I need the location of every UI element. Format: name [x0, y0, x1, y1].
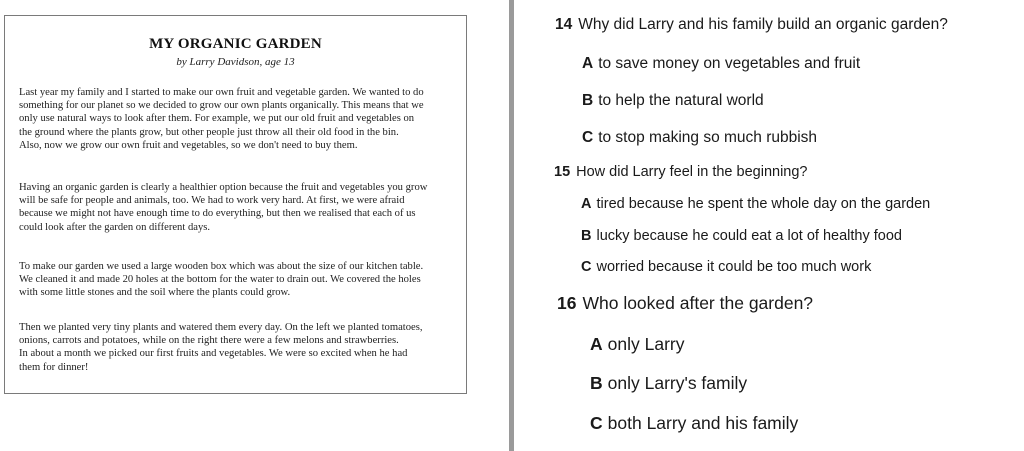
option-letter: C — [590, 413, 603, 433]
option-letter: A — [581, 196, 592, 212]
paragraph-line: because we might not have enough time to do everything, but then we realised that each of us — [19, 208, 416, 220]
question-text: Why did Larry and his family build an organic garden? — [578, 16, 948, 33]
question-15-option-a[interactable] — [581, 196, 930, 212]
paragraph-line: Also, now we grow our own fruit and vegetables, so we don't need to buy them. — [19, 139, 358, 151]
option-letter: A — [590, 334, 603, 354]
option-letter: B — [581, 228, 592, 244]
paragraph-line: them for dinner! — [19, 361, 89, 373]
option-letter: A — [582, 55, 594, 72]
paragraph-line: Then we planted very tiny plants and watered them every day. On the left we planted tomatoes, — [19, 322, 423, 333]
option-text: lucky because he could eat a lot of healthy food — [596, 228, 902, 244]
paragraph-line: will be safe for people and animals, too. We had to work very hard. At first, we were afraid — [19, 195, 405, 207]
paragraph-line: with some little stones and the soil where the plants could grow. — [19, 287, 291, 299]
option-text: worried because it could be too much work — [596, 259, 872, 275]
question-14 — [555, 16, 948, 34]
article-byline: by Larry Davidson, age 13 — [176, 56, 295, 68]
article-paragraph-1 — [19, 86, 459, 152]
option-text: to stop making so much rubbish — [598, 129, 818, 146]
option-text: both Larry and his family — [607, 413, 799, 433]
question-15-option-c[interactable] — [581, 259, 871, 275]
article-box — [4, 15, 467, 394]
paragraph-line: something for our planet so we decided to grow our own plants organically. This means that we — [19, 100, 424, 112]
article-paragraph-4 — [19, 321, 459, 374]
option-text: tired because he spent the whole day on the garden — [596, 196, 931, 212]
questions-page — [514, 0, 1024, 451]
paragraph-line: To make our garden we used a large wooden box which was about the size of our kitchen table. — [19, 261, 424, 272]
question-15 — [554, 164, 807, 180]
question-16-option-c[interactable] — [590, 413, 798, 434]
paragraph-line: could look after the garden on different days. — [19, 221, 211, 233]
question-15-option-b[interactable] — [581, 228, 902, 244]
question-16-option-a[interactable] — [590, 334, 684, 355]
paragraph-line: Having an organic garden is clearly a healthier option because the fruit and vegetables you grow — [19, 182, 428, 193]
question-14-option-a[interactable] — [582, 55, 860, 73]
question-16-option-b[interactable] — [590, 373, 747, 394]
option-letter: C — [582, 129, 594, 146]
article-paragraph-2 — [19, 181, 459, 234]
question-14-option-b[interactable] — [582, 92, 764, 110]
paragraph-line: In about a month we picked our first fruits and vegetables. We were so excited when he had — [19, 348, 408, 360]
question-16 — [557, 293, 813, 314]
paragraph-line: the ground where the plants grow, but other people just throw all their old food in the bin. — [19, 126, 399, 138]
option-text: to save money on vegetables and fruit — [598, 55, 861, 72]
article-title: MY ORGANIC GARDEN — [149, 36, 322, 52]
paragraph-line: Last year my family and I started to make our own fruit and vegetable garden. We wanted to do — [19, 87, 424, 98]
question-14-option-c[interactable] — [582, 129, 817, 147]
article-page — [0, 0, 509, 451]
option-letter: C — [581, 259, 592, 275]
question-number: 14 — [555, 16, 573, 33]
article-paragraph-3 — [19, 260, 459, 300]
paragraph-line: only use natural ways to look after them. For example, we put our old fruit and vegetables on — [19, 113, 415, 125]
option-text: only Larry — [607, 334, 685, 354]
paragraph-line: We cleaned it and made 20 holes at the bottom for the water to drain out. We covered the holes — [19, 274, 421, 286]
option-text: to help the natural world — [598, 92, 764, 109]
option-letter: B — [590, 373, 603, 393]
question-number: 16 — [557, 293, 577, 313]
question-number: 15 — [554, 164, 571, 180]
paragraph-line: onions, carrots and potatoes, while on the right there were a few melons and strawberries. — [19, 335, 399, 347]
question-text: Who looked after the garden? — [582, 293, 814, 313]
question-text: How did Larry feel in the beginning? — [576, 164, 808, 180]
option-letter: B — [582, 92, 594, 109]
option-text: only Larry's family — [607, 373, 748, 393]
